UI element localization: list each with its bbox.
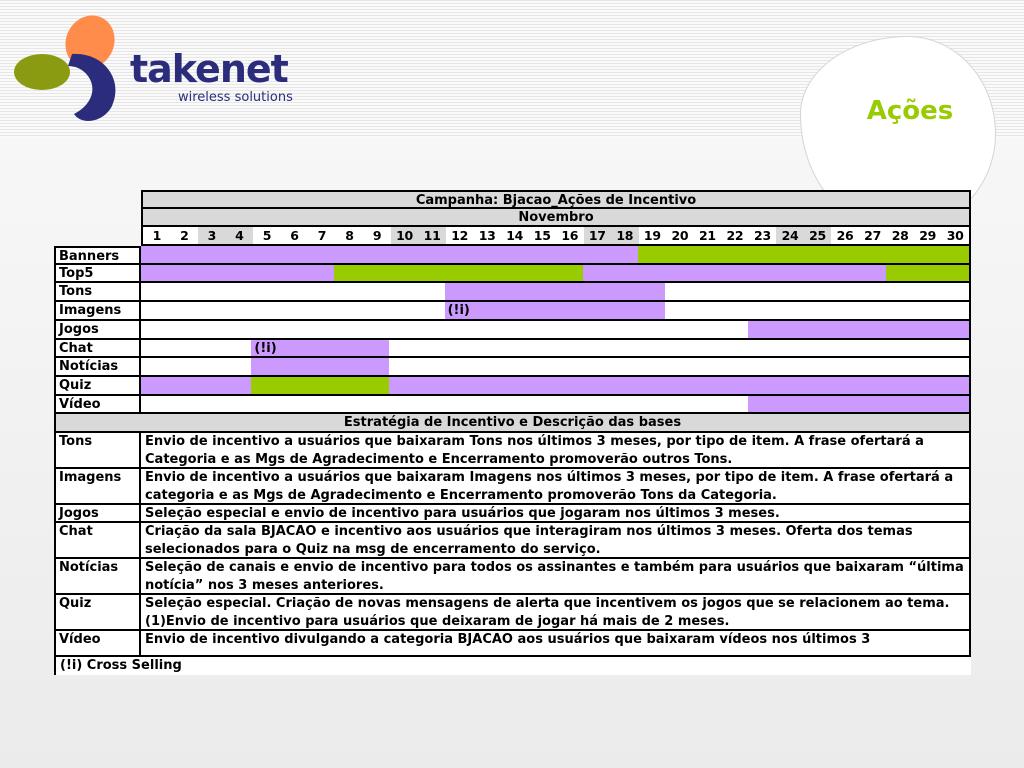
days-row — [54, 227, 971, 246]
strategy-label: Vídeo — [54, 631, 141, 657]
month-row — [54, 209, 971, 228]
strategy-label: Jogos — [54, 505, 141, 523]
strategy-text: Envio de incentivo divulgando a categoria BJACAO aos usuários que baixaram vídeos nos últimos 3 — [141, 631, 971, 657]
day-number: 14 — [506, 228, 524, 244]
day-number: 4 — [226, 227, 254, 244]
day-number: 6 — [290, 228, 299, 244]
schedule-row-label: Jogos — [54, 321, 141, 340]
schedule-bar — [251, 377, 389, 394]
campaign-title: Campanha: Bjacao_Ações de Incentivo — [141, 190, 971, 209]
strategy-row — [54, 433, 971, 469]
schedule-bar — [389, 377, 969, 394]
day-number: 1 — [152, 228, 161, 244]
strategy-row — [54, 469, 971, 505]
schedule-bar — [141, 246, 638, 263]
day-number: 25 — [804, 227, 832, 244]
schedule-row — [54, 358, 971, 377]
day-number: 26 — [836, 228, 854, 244]
schedule-row-label: Vídeo — [54, 396, 141, 415]
day-number: 16 — [561, 228, 579, 244]
schedule-row — [54, 246, 971, 265]
schedule-bar — [638, 246, 969, 263]
brand-name: takenet — [130, 47, 288, 91]
schedule-bar — [141, 377, 251, 394]
schedule-timeline — [141, 358, 971, 377]
campaign-table — [54, 190, 971, 675]
schedule-bar — [445, 302, 666, 319]
strategy-row — [54, 505, 971, 523]
schedule-bar — [141, 265, 334, 282]
schedule-row-label: Chat — [54, 340, 141, 359]
day-number: 8 — [345, 228, 354, 244]
schedule-row-label: Notícias — [54, 358, 141, 377]
strategy-label: Imagens — [54, 469, 141, 505]
day-number: 2 — [180, 228, 189, 244]
schedule-row — [54, 283, 971, 302]
schedule-bar — [886, 265, 969, 282]
strategy-row — [54, 523, 971, 559]
logo-mark-icon — [12, 10, 132, 128]
brand-tagline: wireless solutions — [178, 90, 293, 105]
slide-title: Ações — [866, 96, 954, 126]
day-number: 20 — [671, 228, 689, 244]
day-number: 19 — [643, 228, 661, 244]
strategy-text: Envio de incentivo a usuários que baixaram Tons nos últimos 3 meses, por tipo de item. A frase ofertará a Categoria e as Mgs de Agradecimento e Encerramento promoverão outros Tons. — [141, 433, 971, 469]
strategy-text: Seleção especial. Criação de novas mensagens de alerta que incentivem os jogos que se relacionem ao tema. (1)Envio de incentivo para usuários que deixaram de jogar há mais de 2 meses. — [141, 595, 971, 631]
schedule-bar — [445, 283, 666, 300]
day-number: 11 — [418, 227, 446, 244]
strategy-label: Quiz — [54, 595, 141, 631]
day-number: 18 — [611, 227, 639, 244]
schedule-row — [54, 265, 971, 284]
day-number: 9 — [372, 228, 382, 244]
strategy-header-row — [54, 414, 971, 433]
schedule-bar — [748, 321, 969, 338]
schedule-timeline — [141, 396, 971, 415]
day-number: 3 — [198, 227, 226, 244]
strategy-label: Notícias — [54, 559, 141, 595]
schedule-row — [54, 377, 971, 396]
schedule-timeline — [141, 302, 971, 321]
day-number: 22 — [726, 228, 744, 244]
schedule-bar — [251, 358, 389, 375]
schedule-timeline — [141, 321, 971, 340]
schedule-row — [54, 396, 971, 415]
day-number: 7 — [317, 228, 327, 244]
strategy-row — [54, 595, 971, 631]
day-number: 17 — [584, 227, 612, 244]
footnote: (!i) Cross Selling — [54, 657, 971, 675]
schedule-bar — [748, 396, 969, 413]
day-number: 10 — [391, 227, 419, 244]
schedule-row-label: Tons — [54, 283, 141, 302]
cross-selling-note: (!i) — [254, 340, 277, 356]
strategy-text: Criação da sala BJACAO e incentivo aos usuários que interagiram nos últimos 3 meses. Oferta dos temas selecionados para o Quiz na msg de encerramento do serviço. — [141, 523, 971, 559]
schedule-row-label: Banners — [54, 246, 141, 265]
day-number: 24 — [776, 227, 804, 244]
takenet-logo — [12, 10, 312, 128]
day-number: 5 — [262, 228, 272, 244]
strategy-row — [54, 631, 971, 657]
schedule-timeline — [141, 377, 971, 396]
strategy-label: Tons — [54, 433, 141, 469]
schedule-row-label: Top5 — [54, 265, 141, 284]
day-number: 27 — [864, 228, 881, 244]
schedule-row-label: Imagens — [54, 302, 141, 321]
strategy-text: Seleção especial e envio de incentivo para usuários que jogaram nos últimos 3 meses. — [141, 505, 971, 523]
day-number: 30 — [946, 228, 964, 244]
day-number: 21 — [698, 228, 716, 244]
day-number: 23 — [754, 228, 771, 244]
schedule-timeline — [141, 283, 971, 302]
schedule-bar — [583, 265, 887, 282]
cross-selling-note: (!i) — [447, 303, 470, 319]
schedule-row — [54, 340, 971, 359]
schedule-row — [54, 321, 971, 340]
strategy-rows — [54, 433, 971, 657]
day-number: 13 — [478, 228, 496, 244]
strategy-label: Chat — [54, 523, 141, 559]
schedule-timeline — [141, 265, 971, 284]
strategy-row — [54, 559, 971, 595]
schedule-bar — [334, 265, 582, 282]
schedule-row-label: Quiz — [54, 377, 141, 396]
schedule-timeline — [141, 340, 971, 359]
schedule-timeline — [141, 246, 971, 265]
strategy-text: Seleção de canais e envio de incentivo para todos os assinantes e também para usuários que baixaram “última notícia” nos 3 meses anteriores. — [141, 559, 971, 595]
day-number: 28 — [891, 228, 909, 244]
schedule-row — [54, 302, 971, 321]
schedule-rows — [54, 246, 971, 414]
month-label: Novembro — [141, 209, 971, 228]
day-number: 12 — [451, 228, 468, 244]
day-number: 29 — [919, 228, 937, 244]
strategy-header: Estratégia de Incentivo e Descrição das bases — [54, 414, 971, 433]
day-numbers — [143, 227, 969, 244]
day-number: 15 — [533, 228, 551, 244]
strategy-text: Envio de incentivo a usuários que baixaram Imagens nos últimos 3 meses, por tipo de item. A frase ofertará a categoria e as Mgs de Agradecimento e Encerramento promoverão Tons da Categoria. — [141, 469, 971, 505]
campaign-title-row — [54, 190, 971, 209]
